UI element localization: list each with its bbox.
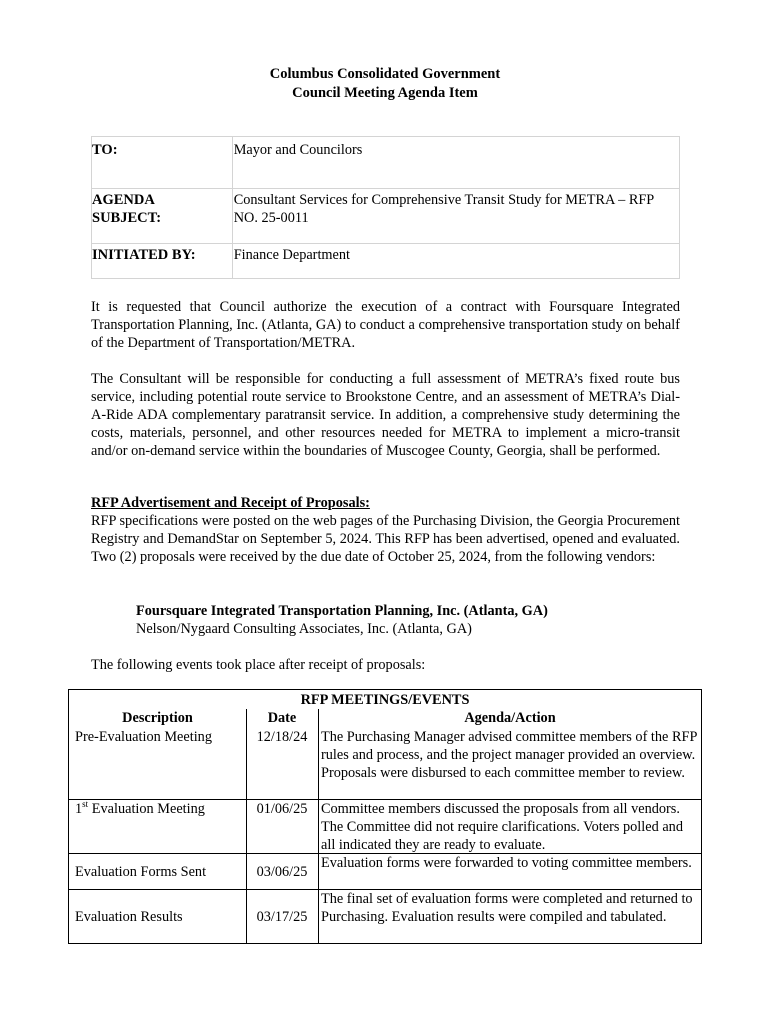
subject-value-line1: Consultant Services for Comprehensive Transit Study for METRA – RFP	[233, 192, 655, 208]
rfp-section-heading: RFP Advertisement and Receipt of Proposals:	[91, 495, 370, 511]
ordinal-suffix: st	[82, 799, 89, 810]
scope-paragraph: The Consultant will be responsible for conducting a full assessment of METRA’s fixed route bus service, including potential route service to Brookstone Centre, and an assessment of METRA’s Dial-A-Ride ADA complementary paratransit service. In addition, a comprehensive study determining the costs, materials, personnel, and other resources needed for METRA to implement a micro-transit and/or on-demand service within the boundaries of Muscogee County, Georgia, shall be performed.	[91, 371, 680, 459]
column-header-description: Description	[122, 710, 193, 726]
initiated-value: Finance Department	[233, 247, 351, 263]
subject-value-line2: NO. 25-0011	[233, 210, 309, 226]
event-description-text: Evaluation Meeting	[91, 801, 205, 817]
vendor-item: Nelson/Nygaard Consulting Associates, Inc. (Atlanta, GA)	[136, 621, 472, 637]
rfp-paragraph: RFP specifications were posted on the web pages of the Purchasing Division, the Georgia Procurement Registry and DemandStar on September 5, 2024. This RFP has been advertised, opened and evaluated. Two (2) proposals were received by the due date of October 25, 2024, from the following vendors:	[91, 513, 680, 565]
vendor-list	[136, 602, 548, 638]
info-row-to	[92, 137, 680, 189]
info-row-initiated	[92, 244, 680, 279]
column-header-agenda: Agenda/Action	[464, 710, 556, 726]
subject-label-line1: AGENDA	[92, 192, 155, 208]
info-row-subject	[92, 189, 680, 244]
event-description: Evaluation Forms Sent	[75, 864, 207, 880]
event-date: 03/17/25	[256, 909, 308, 925]
events-table-title: RFP MEETINGS/EVENTS	[300, 692, 470, 708]
event-description	[75, 800, 243, 818]
rfp-events-table	[68, 689, 702, 944]
initiated-label: INITIATED BY:	[92, 247, 196, 263]
vendor-item: Foursquare Integrated Transportation Planning, Inc. (Atlanta, GA)	[136, 603, 548, 619]
government-name: Columbus Consolidated Government	[269, 66, 501, 82]
event-agenda: Committee members discussed the proposals from all vendors. The Committee did not require clarifications. Voters polled and all indicated they are ready to evaluate.	[321, 801, 683, 853]
event-date: 01/06/25	[256, 801, 308, 817]
event-agenda: The Purchasing Manager advised committee members of the RFP rules and process, and the project manager provided an overview. Proposals were disbursed to each committee member to review.	[321, 729, 697, 781]
event-agenda: Evaluation forms were forwarded to voting committee members.	[321, 855, 692, 871]
event-description: Evaluation Results	[75, 909, 183, 925]
ordinal-number: 1	[75, 801, 83, 817]
event-date: 03/06/25	[256, 864, 308, 880]
column-divider	[318, 709, 319, 943]
to-label: TO:	[92, 142, 118, 158]
column-divider	[246, 709, 247, 943]
agenda-info-table	[91, 136, 680, 279]
event-description: Pre-Evaluation Meeting	[75, 729, 212, 745]
events-intro: The following events took place after receipt of proposals:	[91, 657, 426, 673]
to-value: Mayor and Councilors	[233, 142, 363, 158]
column-header-date: Date	[267, 710, 297, 726]
request-paragraph: It is requested that Council authorize the execution of a contract with Foursquare Integrated Transportation Planning, Inc. (Atlanta, GA) to conduct a comprehensive transportation study on behalf of the Department of Transportation/METRA.	[91, 299, 680, 351]
event-agenda: The final set of evaluation forms were completed and returned to Purchasing. Evaluation results were compiled and tabulated.	[321, 891, 693, 925]
event-date: 12/18/24	[256, 729, 308, 745]
subject-label-line2: SUBJECT:	[92, 210, 162, 226]
document-title: Council Meeting Agenda Item	[292, 85, 478, 101]
